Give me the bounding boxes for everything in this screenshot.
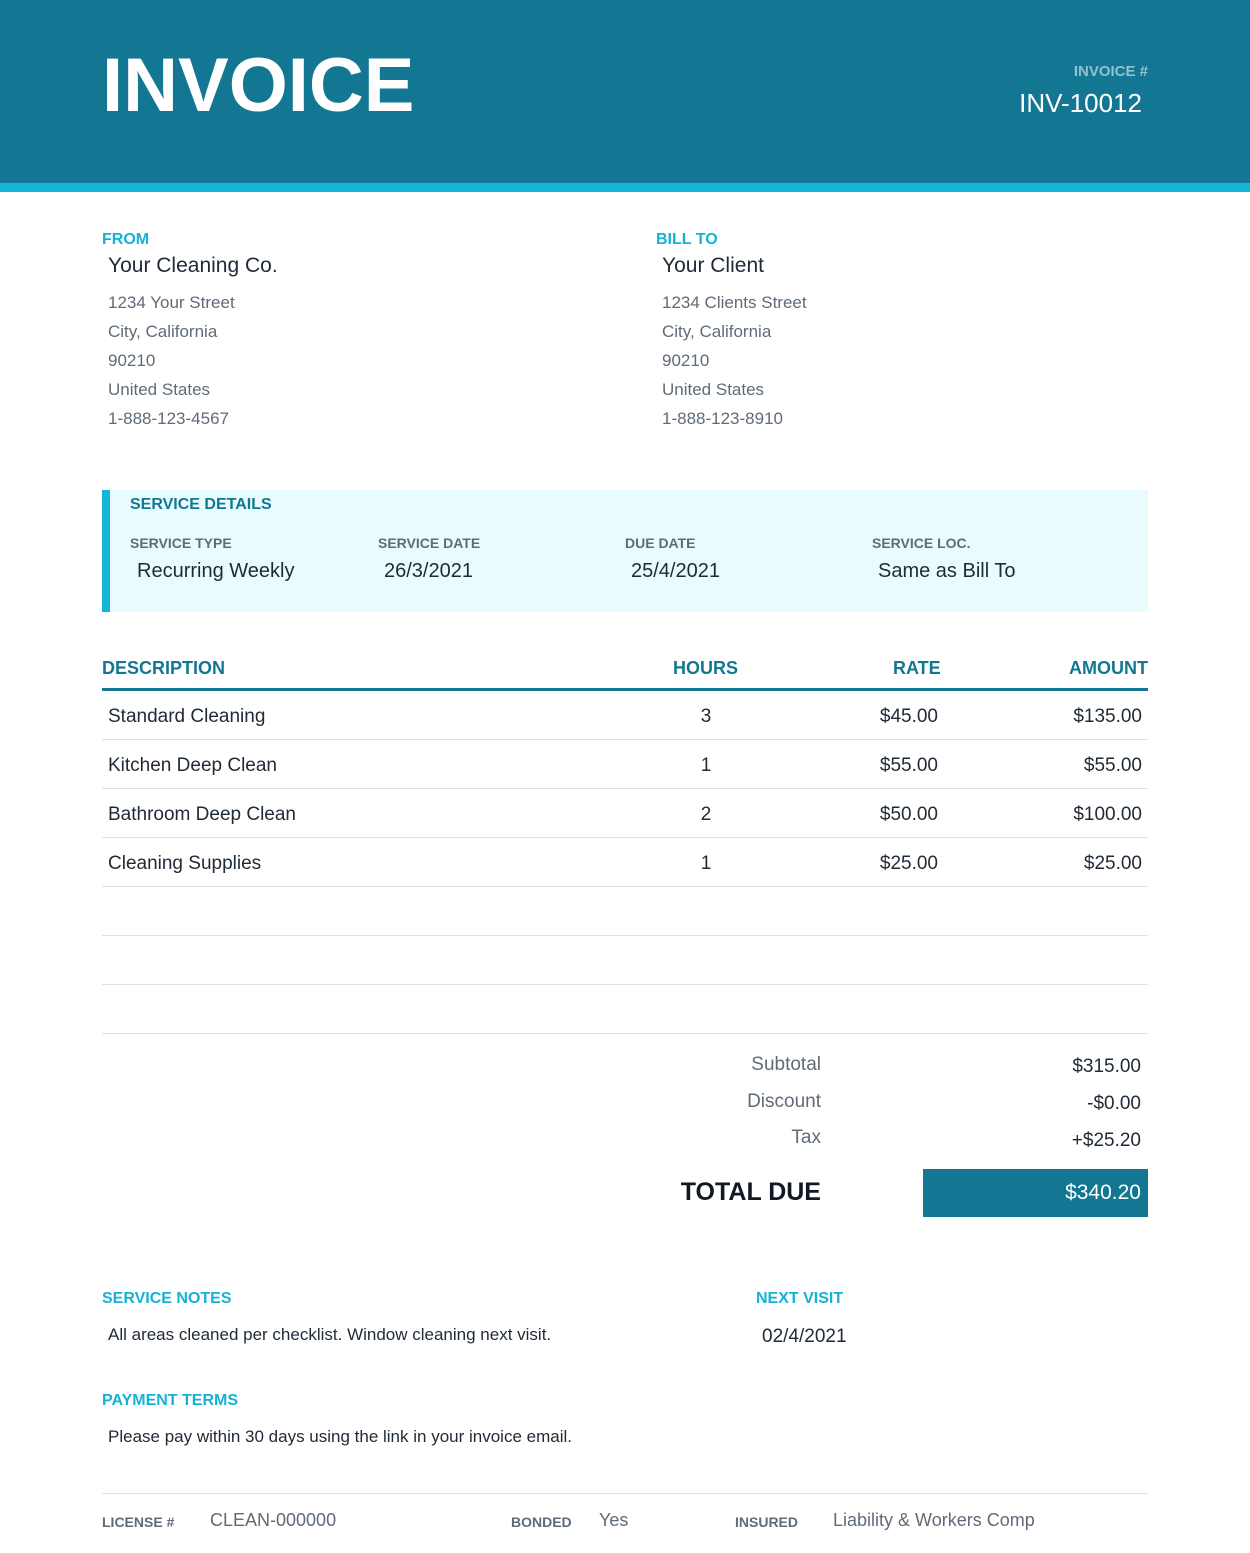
next-visit-date: 02/4/2021 [762,1326,847,1347]
insured-label: INSURED [735,1514,799,1530]
subtotal-label: Subtotal [751,1054,821,1075]
table-row [102,789,1148,838]
row-description: Cleaning Supplies [108,853,262,874]
payment-terms-label: PAYMENT TERMS [102,1392,239,1409]
service-type-value: Recurring Weekly [137,560,295,582]
payment-terms-text: Please pay within 30 days using the link in your invoice email. [108,1427,572,1446]
row-hours: 2 [700,804,712,825]
bill-to-phone: 1-888-123-8910 [662,409,783,428]
column-header-rate: RATE [893,658,941,678]
column-header-hours: HOURS [673,658,739,678]
footer-divider [102,1493,1148,1494]
invoice-title: INVOICE [102,43,415,128]
tax-label: Tax [791,1127,821,1148]
license-value: CLEAN-000000 [210,1510,337,1530]
row-amount: $25.00 [1083,853,1142,874]
from-address-line: United States [108,380,211,399]
service-date-value: 26/3/2021 [384,560,473,582]
row-description: Bathroom Deep Clean [108,804,296,825]
service-details-title: SERVICE DETAILS [130,496,272,513]
table-row [102,691,1148,740]
column-header-amount: AMOUNT [1069,658,1148,678]
table-row [102,740,1148,789]
empty-table-row [102,985,1148,1034]
header-accent-stripe [0,183,1250,192]
bonded-value: Yes [599,1510,629,1530]
total-due-value: $340.20 [1065,1181,1141,1204]
service-notes-text: All areas cleaned per checklist. Window cleaning next visit. [108,1325,552,1344]
bill-to-label: BILL TO [656,231,718,248]
tax-value: +$25.20 [1071,1130,1141,1151]
total-due-label: TOTAL DUE [680,1178,821,1206]
service-location-value: Same as Bill To [878,560,1016,582]
from-address-line: City, California [108,322,218,341]
invoice-number-label: INVOICE # [1073,63,1148,80]
row-amount: $100.00 [1073,804,1142,825]
from-label: FROM [102,231,150,248]
discount-label: Discount [747,1091,821,1112]
next-visit-label: NEXT VISIT [756,1290,844,1307]
empty-table-row [102,936,1148,985]
row-description: Kitchen Deep Clean [108,755,277,776]
bill-to-address-line: 1234 Clients Street [662,293,807,312]
bill-to-address-line: 90210 [662,351,710,370]
row-amount: $55.00 [1083,755,1142,776]
service-type-label: SERVICE TYPE [130,535,232,551]
from-name: Your Cleaning Co. [108,254,278,277]
row-rate: $55.00 [879,755,938,776]
service-location-label: SERVICE LOC. [872,535,971,551]
row-description: Standard Cleaning [108,706,266,727]
row-amount: $135.00 [1073,706,1142,727]
license-label: LICENSE # [102,1514,175,1530]
due-date-label: DUE DATE [625,535,696,551]
row-hours: 1 [700,755,712,776]
from-address-line: 90210 [108,351,156,370]
service-date-label: SERVICE DATE [378,535,481,551]
row-hours: 3 [700,706,712,727]
discount-value: -$0.00 [1087,1093,1141,1114]
from-phone: 1-888-123-4567 [108,409,229,428]
total-due-box [923,1169,1148,1217]
service-notes-label: SERVICE NOTES [102,1290,232,1307]
invoice-number: INV-10012 [1019,88,1142,118]
bill-to-name: Your Client [662,254,764,277]
empty-table-row [102,887,1148,936]
table-row [102,838,1148,887]
row-rate: $25.00 [879,853,938,874]
row-rate: $50.00 [879,804,938,825]
subtotal-value: $315.00 [1072,1056,1141,1077]
row-rate: $45.00 [879,706,938,727]
insured-value: Liability & Workers Comp [833,1510,1035,1530]
due-date-value: 25/4/2021 [631,560,720,582]
column-header-description: DESCRIPTION [102,658,226,678]
bill-to-address-line: United States [662,380,765,399]
bonded-label: BONDED [511,1514,572,1530]
from-address-line: 1234 Your Street [108,293,235,312]
bill-to-address-line: City, California [662,322,772,341]
row-hours: 1 [700,853,712,874]
